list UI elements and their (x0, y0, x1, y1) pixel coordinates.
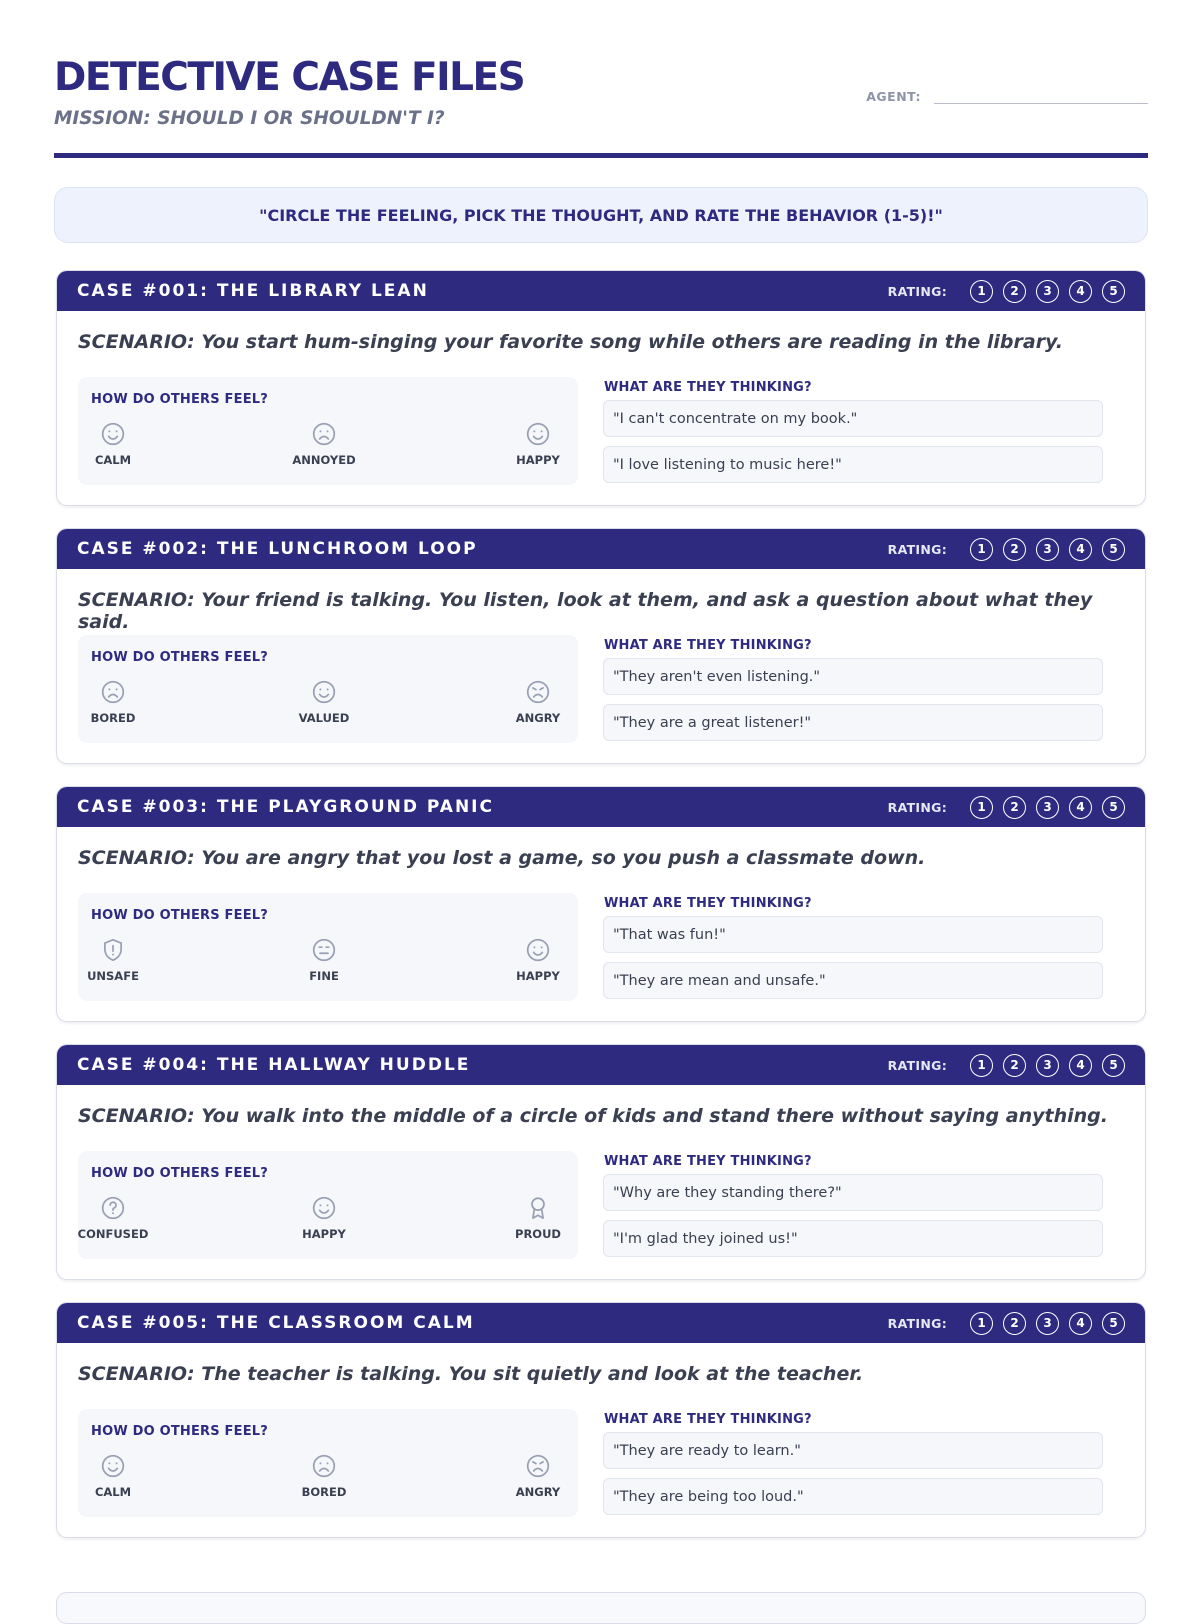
rating-option-2[interactable]: 2 (1003, 1054, 1026, 1077)
feeling-label: ANNOYED (292, 453, 356, 467)
case-card (56, 270, 1146, 506)
case-title: CASE #003: THE PLAYGROUND PANIC (77, 797, 494, 817)
thoughts-heading: WHAT ARE THEY THINKING? (604, 380, 812, 395)
neutral-face-icon (311, 937, 337, 963)
feeling-option[interactable] (73, 1453, 153, 1499)
thoughts-heading: WHAT ARE THEY THINKING? (604, 1412, 812, 1427)
rating-option-3[interactable]: 3 (1036, 538, 1059, 561)
case-header (57, 529, 1145, 569)
feeling-label: HAPPY (516, 969, 560, 983)
frown-icon (100, 679, 126, 705)
thought-option[interactable]: "They are being too loud." (603, 1478, 1103, 1515)
rating-scale (888, 1312, 1125, 1335)
thoughts-heading: WHAT ARE THEY THINKING? (604, 638, 812, 653)
thought-option[interactable]: "I love listening to music here!" (603, 446, 1103, 483)
header (54, 0, 1148, 160)
rating-option-5[interactable]: 5 (1102, 1312, 1125, 1335)
rating-scale (888, 280, 1125, 303)
feeling-option[interactable] (284, 1195, 364, 1241)
frown-icon (311, 1453, 337, 1479)
feelings-panel (78, 1409, 578, 1517)
smile-icon (311, 1195, 337, 1221)
question-circle-icon (100, 1195, 126, 1221)
feeling-option[interactable] (73, 421, 153, 467)
feeling-option[interactable] (284, 421, 364, 467)
angry-icon (525, 1453, 551, 1479)
smile-icon (525, 937, 551, 963)
rating-label: RATING: (887, 283, 947, 299)
rating-label: RATING: (887, 799, 947, 815)
rating-option-1[interactable]: 1 (970, 1312, 993, 1335)
rating-option-2[interactable]: 2 (1003, 538, 1026, 561)
rating-label: RATING: (887, 541, 947, 557)
feeling-option[interactable] (498, 937, 578, 983)
feelings-panel (78, 1151, 578, 1259)
thought-option[interactable]: "I can't concentrate on my book." (603, 400, 1103, 437)
rating-option-4[interactable]: 4 (1069, 796, 1092, 819)
smile-icon (525, 421, 551, 447)
feeling-option[interactable] (73, 937, 153, 983)
case-card (56, 1302, 1146, 1538)
smile-icon (100, 421, 126, 447)
agent-field (866, 84, 1148, 104)
case-header (57, 787, 1145, 827)
rating-scale (888, 538, 1125, 561)
rating-option-2[interactable]: 2 (1003, 796, 1026, 819)
page-subtitle: MISSION: SHOULD I OR SHOULDN'T I? (54, 108, 445, 129)
rating-option-4[interactable]: 4 (1069, 538, 1092, 561)
case-title: CASE #001: THE LIBRARY LEAN (77, 281, 429, 301)
feelings-panel (78, 377, 578, 485)
feeling-label: CALM (94, 1485, 132, 1499)
award-icon (525, 1195, 551, 1221)
thought-option[interactable]: "I'm glad they joined us!" (603, 1220, 1103, 1257)
rating-option-4[interactable]: 4 (1069, 280, 1092, 303)
scenario-text: SCENARIO: Your friend is talking. You listen, look at them, and ask a question about what they said. (78, 589, 1093, 633)
feeling-label: ANGRY (515, 711, 561, 725)
rating-label: RATING: (887, 1315, 947, 1331)
feelings-panel (78, 635, 578, 743)
rating-option-1[interactable]: 1 (970, 280, 993, 303)
feeling-label: BORED (301, 1485, 347, 1499)
rating-option-1[interactable]: 1 (970, 538, 993, 561)
thought-option[interactable]: "That was fun!" (603, 916, 1103, 953)
feelings-panel (78, 893, 578, 1001)
agent-name-line[interactable] (934, 84, 1148, 104)
agent-label: AGENT: (866, 89, 921, 104)
feeling-option[interactable] (498, 1195, 578, 1241)
feeling-option[interactable] (498, 679, 578, 725)
worksheet (54, 0, 1148, 225)
thought-option[interactable]: "They are a great listener!" (603, 704, 1103, 741)
feeling-label: FINE (309, 969, 339, 983)
rating-option-1[interactable]: 1 (970, 796, 993, 819)
case-card (56, 528, 1146, 764)
rating-option-4[interactable]: 4 (1069, 1312, 1092, 1335)
rating-option-3[interactable]: 3 (1036, 796, 1059, 819)
rating-scale (888, 796, 1125, 819)
rating-option-2[interactable]: 2 (1003, 1312, 1026, 1335)
scenario-text: SCENARIO: You start hum-singing your favorite song while others are reading in the library. (78, 331, 1063, 353)
feeling-label: ANGRY (515, 1485, 561, 1499)
case-title: CASE #002: THE LUNCHROOM LOOP (77, 539, 478, 559)
feelings-heading: HOW DO OTHERS FEEL? (91, 1166, 269, 1181)
shield-alert-icon (100, 937, 126, 963)
feelings-heading: HOW DO OTHERS FEEL? (91, 1424, 269, 1439)
frown-icon (311, 421, 337, 447)
rating-option-3[interactable]: 3 (1036, 1054, 1059, 1077)
thought-option[interactable]: "Why are they standing there?" (603, 1174, 1103, 1211)
rating-option-3[interactable]: 3 (1036, 1312, 1059, 1335)
case-title: CASE #005: THE CLASSROOM CALM (77, 1313, 475, 1333)
feeling-option[interactable] (284, 1453, 364, 1499)
rating-option-3[interactable]: 3 (1036, 280, 1059, 303)
feeling-option[interactable] (73, 679, 153, 725)
angry-icon (525, 679, 551, 705)
feeling-label: HAPPY (302, 1227, 346, 1241)
scenario-text: SCENARIO: The teacher is talking. You sit quietly and look at the teacher. (78, 1363, 864, 1385)
rating-option-5[interactable]: 5 (1102, 796, 1125, 819)
feelings-heading: HOW DO OTHERS FEEL? (91, 392, 269, 407)
feeling-label: HAPPY (516, 453, 560, 467)
scenario-text: SCENARIO: You are angry that you lost a game, so you push a classmate down. (78, 847, 926, 869)
feeling-label: BORED (90, 711, 136, 725)
case-header (57, 1045, 1145, 1085)
rating-option-1[interactable]: 1 (970, 1054, 993, 1077)
case-card (56, 786, 1146, 1022)
smile-icon (311, 679, 337, 705)
rating-option-5[interactable]: 5 (1102, 538, 1125, 561)
rating-option-5[interactable]: 5 (1102, 280, 1125, 303)
instructions-banner: "CIRCLE THE FEELING, PICK THE THOUGHT, AND RATE THE BEHAVIOR (1-5)!" (54, 187, 1148, 243)
case-header (57, 1303, 1145, 1343)
case-title: CASE #004: THE HALLWAY HUDDLE (77, 1055, 471, 1075)
feeling-label: PROUD (515, 1227, 561, 1241)
case-card-partial (56, 1592, 1146, 1624)
smile-icon (100, 1453, 126, 1479)
page-title: DETECTIVE CASE FILES (54, 55, 525, 100)
feeling-label: UNSAFE (87, 969, 139, 983)
scenario-text: SCENARIO: You walk into the middle of a circle of kids and stand there without saying anything. (78, 1105, 1108, 1127)
rating-label: RATING: (887, 1057, 947, 1073)
feeling-label: CALM (94, 453, 132, 467)
feeling-label: CONFUSED (77, 1227, 149, 1241)
rating-scale (888, 1054, 1125, 1077)
rating-option-5[interactable]: 5 (1102, 1054, 1125, 1077)
feeling-option[interactable] (284, 679, 364, 725)
feeling-option[interactable] (498, 421, 578, 467)
thought-option[interactable]: "They are ready to learn." (603, 1432, 1103, 1469)
thought-option[interactable]: "They are mean and unsafe." (603, 962, 1103, 999)
header-divider (54, 153, 1148, 158)
feeling-option[interactable] (498, 1453, 578, 1499)
case-header (57, 271, 1145, 311)
rating-option-4[interactable]: 4 (1069, 1054, 1092, 1077)
thought-option[interactable]: "They aren't even listening." (603, 658, 1103, 695)
feelings-heading: HOW DO OTHERS FEEL? (91, 650, 269, 665)
feeling-label: VALUED (298, 711, 350, 725)
case-card (56, 1044, 1146, 1280)
feelings-heading: HOW DO OTHERS FEEL? (91, 908, 269, 923)
thoughts-heading: WHAT ARE THEY THINKING? (604, 896, 812, 911)
feeling-option[interactable] (284, 937, 364, 983)
feeling-option[interactable] (73, 1195, 153, 1241)
thoughts-heading: WHAT ARE THEY THINKING? (604, 1154, 812, 1169)
rating-option-2[interactable]: 2 (1003, 280, 1026, 303)
